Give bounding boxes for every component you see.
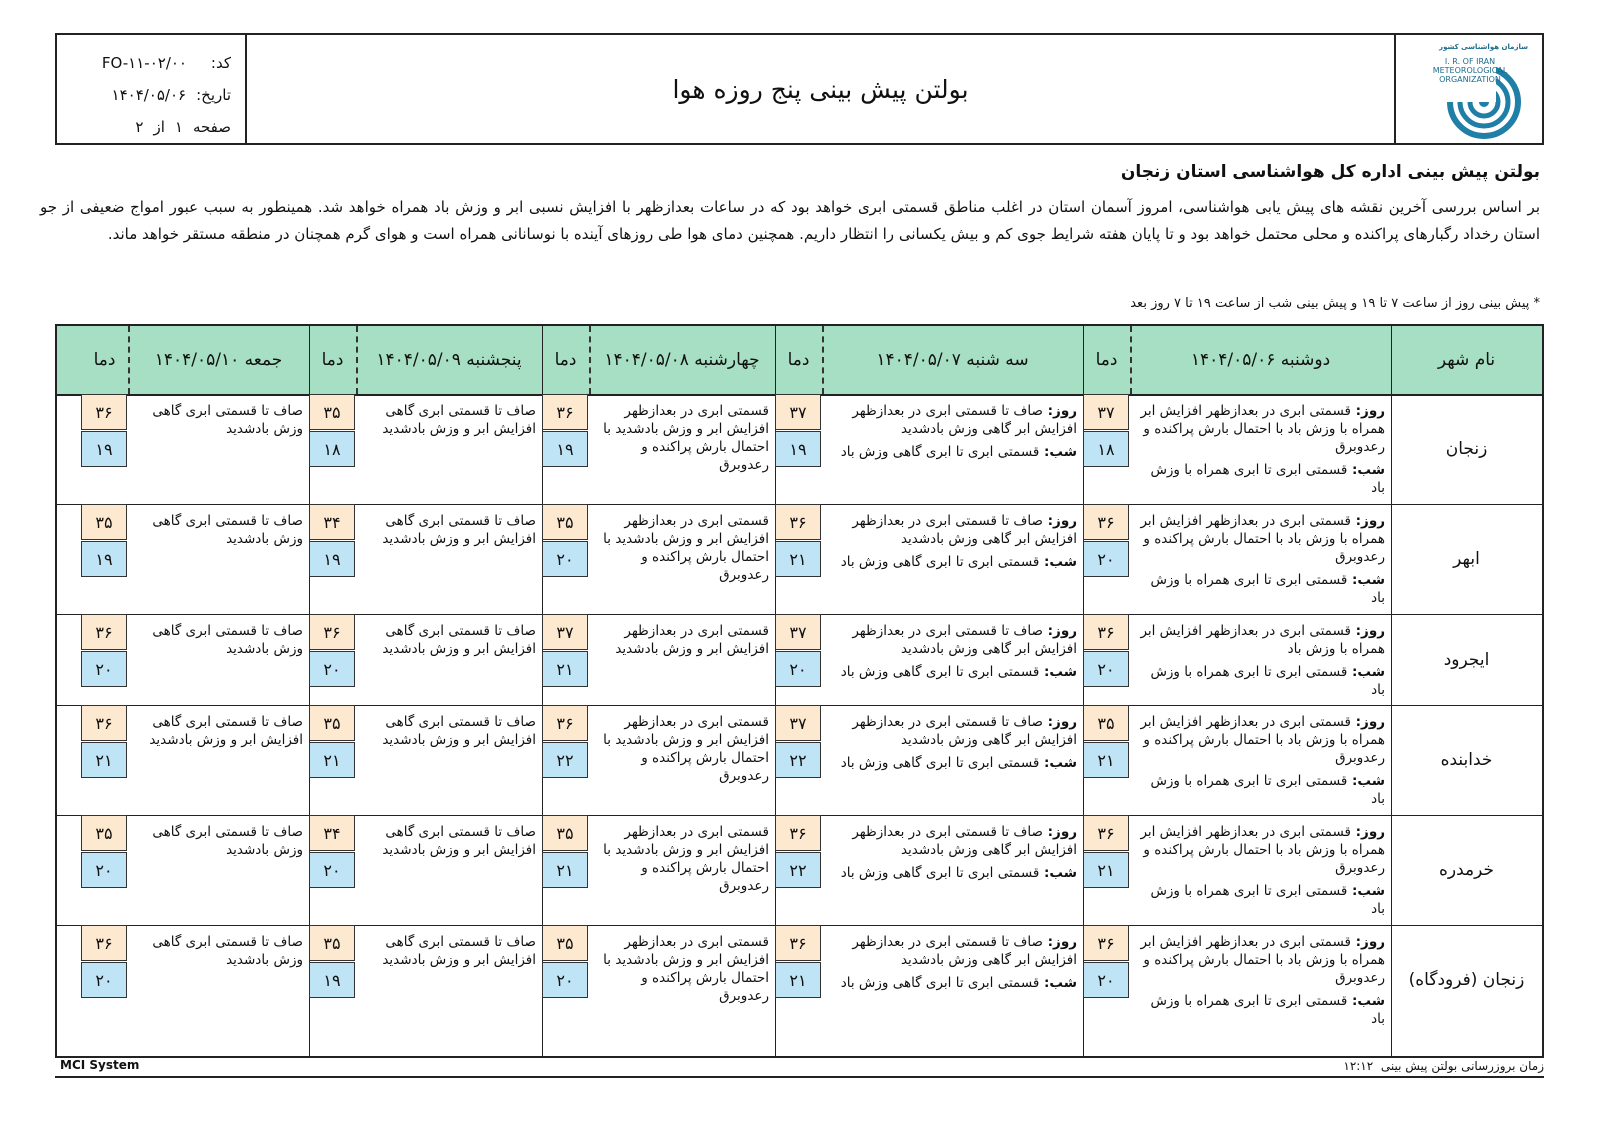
day-label: روز: bbox=[1350, 934, 1385, 950]
date-value: ۱۴۰۴/۰۵/۰۶ bbox=[111, 86, 187, 104]
max-temp-value: ۳۵ bbox=[81, 504, 127, 540]
max-temp-value: ۳۵ bbox=[542, 815, 588, 851]
forecast-description: صاف تا قسمتی ابری گاهی وزش بادشدید bbox=[152, 403, 303, 437]
forecast-description bbox=[1138, 512, 1385, 612]
header-dashed-divider bbox=[356, 326, 358, 394]
table-row bbox=[57, 614, 1542, 706]
day-forecast: روز: صاف تا قسمتی ابری در بعدازظهر افزایش ابر گاهی وزش بادشدید bbox=[852, 623, 1077, 657]
forecast-description: قسمتی ابری در بعدازظهر افزایش ابر و وزش بادشدید با احتمال بارش پراکنده و رعدوبرق bbox=[603, 824, 769, 894]
document-meta bbox=[57, 35, 247, 143]
forecast-description: صاف تا قسمتی ابری گاهی افزایش ابر و وزش بادشدید bbox=[382, 623, 536, 657]
max-temp-value: ۳۷ bbox=[542, 614, 588, 650]
night-forecast: شب: قسمتی ابری تا ابری همراه با وزش باد bbox=[1150, 462, 1385, 496]
forecast-description: صاف تا قسمتی ابری گاهی افزایش ابر و وزش بادشدید bbox=[382, 934, 536, 968]
min-temp-value: ۲۱ bbox=[775, 962, 821, 998]
min-temp-value: ۲۱ bbox=[309, 742, 355, 778]
min-temp-value: ۲۰ bbox=[81, 962, 127, 998]
night-forecast: شب: قسمتی ابری تا ابری همراه با وزش باد bbox=[1150, 993, 1385, 1027]
min-temp-value: ۲۱ bbox=[542, 852, 588, 888]
bulletin-subtitle: بولتن پیش بینی اداره کل هواشناسی استان زنجان bbox=[1120, 162, 1540, 182]
forecast-description: قسمتی ابری در بعدازظهر افزایش ابر و وزش بادشدید با احتمال بارش پراکنده و رعدوبرق bbox=[603, 714, 769, 784]
min-temp-value: ۲۰ bbox=[542, 962, 588, 998]
night-label: شب: bbox=[1039, 554, 1077, 570]
header-dashed-divider bbox=[589, 326, 591, 394]
day-forecast: روز: صاف تا قسمتی ابری در بعدازظهر افزایش ابر گاهی وزش بادشدید bbox=[852, 824, 1077, 858]
max-temp-value: ۳۶ bbox=[1083, 925, 1129, 961]
day-label: روز: bbox=[1042, 403, 1077, 419]
day-forecast: روز: صاف تا قسمتی ابری در بعدازظهر افزایش ابر گاهی وزش بادشدید bbox=[852, 513, 1077, 547]
table-row bbox=[57, 394, 1542, 505]
max-temp-value: ۳۶ bbox=[775, 504, 821, 540]
forecast-description: صاف تا قسمتی ابری گاهی افزایش ابر و وزش بادشدید bbox=[382, 403, 536, 437]
forecast-description: صاف تا قسمتی ابری گاهی وزش بادشدید bbox=[152, 513, 303, 547]
max-temp-value: ۳۶ bbox=[775, 925, 821, 961]
table-row bbox=[57, 815, 1542, 926]
table-row bbox=[57, 705, 1542, 816]
day-label: روز: bbox=[1350, 623, 1385, 639]
night-label: شب: bbox=[1039, 444, 1077, 460]
day-label: روز: bbox=[1350, 403, 1385, 419]
forecast-description: صاف تا قسمتی ابری گاهی افزایش ابر و وزش بادشدید bbox=[382, 513, 536, 547]
day-forecast: روز: قسمتی ابری در بعدازظهر افزایش ابر همراه با وزش باد با احتمال بارش پراکنده و رعدوبرق bbox=[1140, 714, 1385, 766]
forecast-description bbox=[1138, 933, 1385, 1033]
logo-text: I. R. OF IRAN METEOROLOGICAL ORGANIZATION bbox=[1432, 57, 1508, 84]
forecast-description bbox=[1138, 402, 1385, 502]
temp-column-header: دما bbox=[787, 350, 810, 370]
night-label: شب: bbox=[1347, 572, 1385, 588]
min-temp-value: ۲۰ bbox=[81, 852, 127, 888]
forecast-description bbox=[1138, 622, 1385, 704]
update-label: زمان بروزرسانی بولتن پیش بینی bbox=[1380, 1059, 1544, 1073]
night-forecast: شب: قسمتی ابری تا ابری گاهی وزش باد bbox=[840, 664, 1077, 680]
forecast-description: صاف تا قسمتی ابری گاهی وزش بادشدید bbox=[152, 934, 303, 968]
min-temp-value: ۱۹ bbox=[542, 431, 588, 467]
footer-divider bbox=[55, 1076, 1544, 1078]
forecast-description: قسمتی ابری در بعدازظهر افزایش ابر و وزش بادشدید با احتمال بارش پراکنده و رعدوبرق bbox=[603, 513, 769, 583]
max-temp-value: ۳۶ bbox=[81, 705, 127, 741]
day-label: روز: bbox=[1042, 623, 1077, 639]
forecast-description bbox=[1138, 713, 1385, 813]
day-column-header: چهارشنبه ۱۴۰۴/۰۵/۰۸ bbox=[604, 350, 760, 370]
day-label: روز: bbox=[1350, 513, 1385, 529]
day-forecast: روز: قسمتی ابری در بعدازظهر افزایش ابر همراه با وزش باد با احتمال بارش پراکنده و رعدوبرق bbox=[1140, 403, 1385, 455]
temp-column-header: دما bbox=[321, 350, 344, 370]
night-label: شب: bbox=[1347, 664, 1385, 680]
night-forecast: شب: قسمتی ابری تا ابری همراه با وزش باد bbox=[1150, 664, 1385, 698]
max-temp-value: ۳۶ bbox=[542, 394, 588, 430]
city-name: زنجان bbox=[1445, 439, 1488, 459]
min-temp-value: ۲۰ bbox=[1083, 962, 1129, 998]
footer-system: MCI System bbox=[60, 1058, 140, 1072]
max-temp-value: ۳۶ bbox=[81, 394, 127, 430]
min-temp-value: ۲۲ bbox=[775, 742, 821, 778]
day-column-header: جمعه ۱۴۰۴/۰۵/۱۰ bbox=[154, 350, 283, 370]
city-name: زنجان (فرودگاه) bbox=[1408, 969, 1525, 990]
night-label: شب: bbox=[1347, 773, 1385, 789]
min-temp-value: ۱۹ bbox=[81, 541, 127, 577]
forecast-description: صاف تا قسمتی ابری گاهی وزش بادشدید bbox=[152, 824, 303, 858]
forecast-description: قسمتی ابری در بعدازظهر افزایش ابر و وزش بادشدید bbox=[615, 623, 769, 657]
max-temp-value: ۳۵ bbox=[81, 815, 127, 851]
page-of: از bbox=[153, 118, 165, 136]
temp-column-header: دما bbox=[554, 350, 577, 370]
min-temp-value: ۲۲ bbox=[542, 742, 588, 778]
day-forecast: روز: صاف تا قسمتی ابری در بعدازظهر افزایش ابر گاهی وزش بادشدید bbox=[852, 714, 1077, 748]
max-temp-value: ۳۷ bbox=[1083, 394, 1129, 430]
max-temp-value: ۳۴ bbox=[309, 504, 355, 540]
day-forecast: روز: قسمتی ابری در بعدازظهر افزایش ابر همراه با وزش باد با احتمال بارش پراکنده و رعدوبرق bbox=[1140, 934, 1385, 986]
max-temp-value: ۳۵ bbox=[309, 394, 355, 430]
day-column-header: سه شنبه ۱۴۰۴/۰۵/۰۷ bbox=[876, 350, 1029, 370]
date-label: تاریخ: bbox=[196, 86, 231, 104]
day-label: روز: bbox=[1042, 934, 1077, 950]
day-forecast: روز: صاف تا قسمتی ابری در بعدازظهر افزایش ابر گاهی وزش بادشدید bbox=[852, 403, 1077, 437]
night-label: شب: bbox=[1347, 883, 1385, 899]
forecast-summary: بر اساس بررسی آخرین نقشه های پیش یابی هواشناسی، امروز آسمان استان در اغلب مناطق قسمتی ابری خواهد بود که در ساعات بعدازظهر با افزایش نسبی ابر و وزش باد همراه خواهد شد. همینطور به سبب عبور امواج ضعیفی از جو استان رخداد رگبارهای پراکنده و محلی محتمل خواهد بود و تا پایان هفته شرایط جوی کم و بیش یکسانی را انتظار داریم. همچنین دمای هوا طی روزهای آینده با نوسانانی همراه است و هوای گرم همچنان در منطقه مستقر خواهد ماند. bbox=[40, 198, 1540, 243]
max-temp-value: ۳۶ bbox=[81, 614, 127, 650]
forecast-description bbox=[830, 622, 1077, 686]
day-forecast: روز: قسمتی ابری در بعدازظهر افزایش ابر همراه با وزش باد bbox=[1140, 623, 1385, 657]
min-temp-value: ۲۰ bbox=[81, 651, 127, 687]
forecast-description: صاف تا قسمتی ابری گاهی وزش بادشدید bbox=[152, 623, 303, 657]
night-forecast: شب: قسمتی ابری تا ابری گاهی وزش باد bbox=[840, 554, 1077, 570]
forecast-description: قسمتی ابری در بعدازظهر افزایش ابر و وزش بادشدید با احتمال بارش پراکنده و رعدوبرق bbox=[603, 934, 769, 1004]
logo-caption: سازمان هواشناسی کشور bbox=[1439, 43, 1528, 51]
min-temp-value: ۲۱ bbox=[81, 742, 127, 778]
city-name: ایجرود bbox=[1443, 649, 1490, 670]
max-temp-value: ۳۶ bbox=[1083, 815, 1129, 851]
header-dashed-divider bbox=[1130, 326, 1132, 394]
night-label: شب: bbox=[1039, 755, 1077, 771]
min-temp-value: ۲۲ bbox=[775, 852, 821, 888]
temp-column-header: دما bbox=[93, 350, 116, 370]
day-column-header: دوشنبه ۱۴۰۴/۰۵/۰۶ bbox=[1190, 350, 1331, 370]
max-temp-value: ۳۷ bbox=[775, 705, 821, 741]
max-temp-value: ۳۶ bbox=[309, 614, 355, 650]
max-temp-value: ۳۵ bbox=[1083, 705, 1129, 741]
min-temp-value: ۲۰ bbox=[1083, 651, 1129, 687]
code-value: FO-۱۱-۰۲/۰۰ bbox=[101, 54, 187, 72]
max-temp-value: ۳۶ bbox=[775, 815, 821, 851]
min-temp-value: ۲۱ bbox=[1083, 742, 1129, 778]
day-label: روز: bbox=[1350, 714, 1385, 730]
day-label: روز: bbox=[1042, 513, 1077, 529]
city-name: ابهر bbox=[1453, 549, 1480, 569]
footer-update bbox=[1343, 1059, 1544, 1073]
temp-column-header: دما bbox=[1095, 350, 1118, 370]
forecast-time-note: * پیش بینی روز از ساعت ۷ تا ۱۹ و پیش بینی شب از ساعت ۱۹ تا ۷ روز بعد bbox=[1130, 296, 1540, 311]
forecast-description: قسمتی ابری در بعدازظهر افزایش ابر و وزش بادشدید با احتمال بارش پراکنده و رعدوبرق bbox=[603, 403, 769, 473]
day-label: روز: bbox=[1042, 824, 1077, 840]
night-forecast: شب: قسمتی ابری تا ابری گاهی وزش باد bbox=[840, 444, 1077, 460]
forecast-description: صاف تا قسمتی ابری گاهی افزایش ابر و وزش بادشدید bbox=[382, 714, 536, 748]
max-temp-value: ۳۶ bbox=[542, 705, 588, 741]
night-label: شب: bbox=[1347, 993, 1385, 1009]
forecast-description bbox=[830, 512, 1077, 576]
night-forecast: شب: قسمتی ابری تا ابری گاهی وزش باد bbox=[840, 865, 1077, 881]
min-temp-value: ۲۰ bbox=[309, 651, 355, 687]
min-temp-value: ۱۹ bbox=[309, 962, 355, 998]
code-label: کد: bbox=[210, 54, 231, 72]
table-row bbox=[57, 504, 1542, 615]
max-temp-value: ۳۶ bbox=[1083, 614, 1129, 650]
document-header bbox=[55, 33, 1544, 145]
max-temp-value: ۳۷ bbox=[775, 614, 821, 650]
max-temp-value: ۳۷ bbox=[775, 394, 821, 430]
city-name: خرمدره bbox=[1438, 860, 1495, 880]
day-label: روز: bbox=[1350, 824, 1385, 840]
forecast-description bbox=[1138, 823, 1385, 923]
header-dashed-divider bbox=[822, 326, 824, 394]
min-temp-value: ۱۹ bbox=[775, 431, 821, 467]
night-label: شب: bbox=[1039, 975, 1077, 991]
min-temp-value: ۲۰ bbox=[542, 541, 588, 577]
min-temp-value: ۱۹ bbox=[309, 541, 355, 577]
city-name: خدابنده bbox=[1440, 750, 1493, 770]
forecast-description bbox=[830, 402, 1077, 466]
min-temp-value: ۲۱ bbox=[775, 541, 821, 577]
max-temp-value: ۳۵ bbox=[309, 705, 355, 741]
min-temp-value: ۱۸ bbox=[309, 431, 355, 467]
page-current: ۱ bbox=[174, 118, 183, 136]
night-label: شب: bbox=[1039, 865, 1077, 881]
min-temp-value: ۱۹ bbox=[81, 431, 127, 467]
night-forecast: شب: قسمتی ابری تا ابری همراه با وزش باد bbox=[1150, 883, 1385, 917]
forecast-description bbox=[830, 933, 1077, 997]
day-forecast: روز: قسمتی ابری در بعدازظهر افزایش ابر همراه با وزش باد با احتمال بارش پراکنده و رعدوبرق bbox=[1140, 824, 1385, 876]
logo bbox=[1394, 35, 1542, 143]
update-time: ۱۲:۱۲ bbox=[1343, 1059, 1374, 1073]
min-temp-value: ۱۸ bbox=[1083, 431, 1129, 467]
forecast-description: صاف تا قسمتی ابری گاهی افزایش ابر و وزش بادشدید bbox=[382, 824, 536, 858]
night-label: شب: bbox=[1347, 462, 1385, 478]
max-temp-value: ۳۶ bbox=[81, 925, 127, 961]
night-label: شب: bbox=[1039, 664, 1077, 680]
min-temp-value: ۲۰ bbox=[1083, 541, 1129, 577]
city-column-header: نام شهر bbox=[1437, 350, 1496, 370]
table-header bbox=[57, 326, 1542, 396]
document-title: بولتن پیش بینی پنج روزه هوا bbox=[672, 74, 969, 104]
max-temp-value: ۳۵ bbox=[309, 925, 355, 961]
forecast-description bbox=[830, 823, 1077, 887]
max-temp-value: ۳۶ bbox=[1083, 504, 1129, 540]
day-forecast: روز: صاف تا قسمتی ابری در بعدازظهر افزایش ابر گاهی وزش بادشدید bbox=[852, 934, 1077, 968]
day-column-header: پنجشنبه ۱۴۰۴/۰۵/۰۹ bbox=[376, 350, 522, 370]
day-forecast: روز: قسمتی ابری در بعدازظهر افزایش ابر همراه با وزش باد با احتمال بارش پراکنده و رعدوبرق bbox=[1140, 513, 1385, 565]
min-temp-value: ۲۰ bbox=[309, 852, 355, 888]
max-temp-value: ۳۴ bbox=[309, 815, 355, 851]
min-temp-value: ۲۱ bbox=[542, 651, 588, 687]
night-forecast: شب: قسمتی ابری تا ابری گاهی وزش باد bbox=[840, 975, 1077, 991]
night-forecast: شب: قسمتی ابری تا ابری گاهی وزش باد bbox=[840, 755, 1077, 771]
forecast-description: صاف تا قسمتی ابری گاهی افزایش ابر و وزش بادشدید bbox=[149, 714, 303, 748]
max-temp-value: ۳۵ bbox=[542, 504, 588, 540]
forecast-description bbox=[830, 713, 1077, 777]
day-label: روز: bbox=[1042, 714, 1077, 730]
header-dashed-divider bbox=[128, 326, 130, 394]
page-label: صفحه bbox=[192, 118, 231, 136]
min-temp-value: ۲۰ bbox=[775, 651, 821, 687]
night-forecast: شب: قسمتی ابری تا ابری همراه با وزش باد bbox=[1150, 773, 1385, 807]
min-temp-value: ۲۱ bbox=[1083, 852, 1129, 888]
max-temp-value: ۳۵ bbox=[542, 925, 588, 961]
page-total: ۲ bbox=[135, 118, 144, 136]
forecast-table bbox=[55, 324, 1544, 1058]
night-forecast: شب: قسمتی ابری تا ابری همراه با وزش باد bbox=[1150, 572, 1385, 606]
table-row bbox=[57, 925, 1542, 1034]
